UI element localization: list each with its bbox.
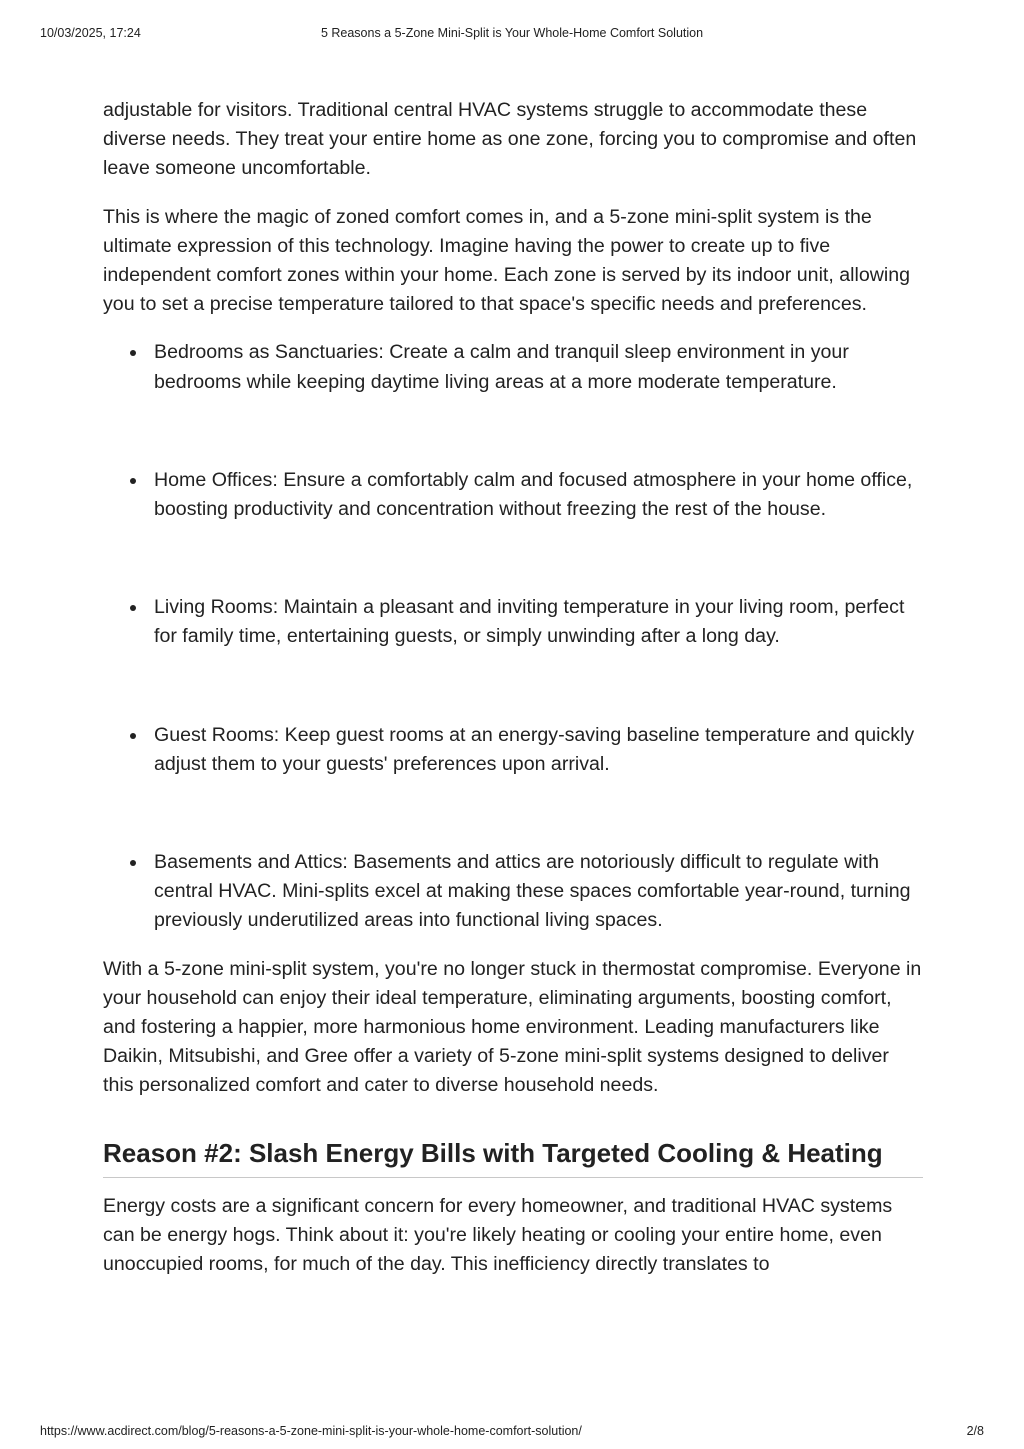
print-page-number: 2/8 (966, 1424, 984, 1438)
list-item-text: Home Offices: Ensure a comfortably calm and focused atmosphere in your home office, boosting productivity and concentration without freezing the rest of the house. (154, 468, 913, 521)
list-item-guest-rooms (103, 721, 923, 779)
article-body (103, 96, 923, 1298)
print-footer (40, 1424, 984, 1440)
paragraph-conclusion: With a 5-zone mini-split system, you're no longer stuck in thermostat compromise. Everyone in your household can enjoy their ideal temperature, eliminating arguments, boosting comfort, and fostering a happier, more harmonious home environment. Leading manufacturers like Daikin, Mitsubishi, and Gree offer a variety of 5-zone mini-split systems designed to deliver this personalized comfort and cater to diverse household needs. (103, 957, 922, 1097)
print-datetime: 10/03/2025, 17:24 (40, 26, 141, 40)
print-header (40, 26, 984, 42)
list-item-living-rooms (103, 593, 923, 651)
zone-list (103, 338, 923, 935)
paragraph-zoned-comfort: This is where the magic of zoned comfort comes in, and a 5-zone mini-split system is the ultimate expression of this technology. Imagine having the power to create up to five independent comfort zones within your home. Each zone is served by its indoor unit, allowing you to set a precise temperature tailored to that space's specific needs and preferences. (103, 205, 911, 316)
bullet-icon (130, 860, 136, 866)
bullet-icon (130, 350, 136, 356)
print-page-url: https://www.acdirect.com/blog/5-reasons-a-5-zone-mini-split-is-your-whole-home-comfort-solution/ (40, 1424, 582, 1438)
paragraph-energy-costs: Energy costs are a significant concern for every homeowner, and traditional HVAC systems can be energy hogs. Think about it: you're likely heating or cooling your entire home, even unoccupied rooms, for much of the day. This inefficiency directly translates to (103, 1194, 893, 1276)
paragraph-intro-continued: adjustable for visitors. Traditional central HVAC systems struggle to accommodate these diverse needs. They treat your entire home as one zone, forcing you to compromise and often leave someone uncomfortable. (103, 99, 917, 180)
bullet-icon (130, 478, 136, 484)
list-item-text: Living Rooms: Maintain a pleasant and inviting temperature in your living room, perfect for family time, entertaining guests, or simply unwinding after a long day. (154, 596, 905, 648)
list-item-basements-attics (103, 848, 923, 936)
bullet-icon (130, 733, 136, 739)
list-item-home-offices (103, 466, 923, 524)
list-item-text: Basements and Attics: Basements and attics are notoriously difficult to regulate with central HVAC. Mini-splits excel at making these spaces comfortable year-round, turning previously underutilized areas into functional living spaces. (154, 851, 911, 932)
print-document-title: 5 Reasons a 5-Zone Mini-Split is Your Whole-Home Comfort Solution (320, 26, 704, 40)
section-heading-reason-2: Reason #2: Slash Energy Bills with Targeted Cooling & Heating (103, 1137, 923, 1178)
list-item-text: Bedrooms as Sanctuaries: Create a calm and tranquil sleep environment in your bedrooms while keeping daytime living areas at a more moderate temperature. (154, 341, 849, 393)
bullet-icon (130, 605, 136, 611)
list-item-text: Guest Rooms: Keep guest rooms at an energy-saving baseline temperature and quickly adjust them to your guests' preferences upon arrival. (154, 723, 915, 775)
list-item-bedrooms (103, 338, 923, 396)
